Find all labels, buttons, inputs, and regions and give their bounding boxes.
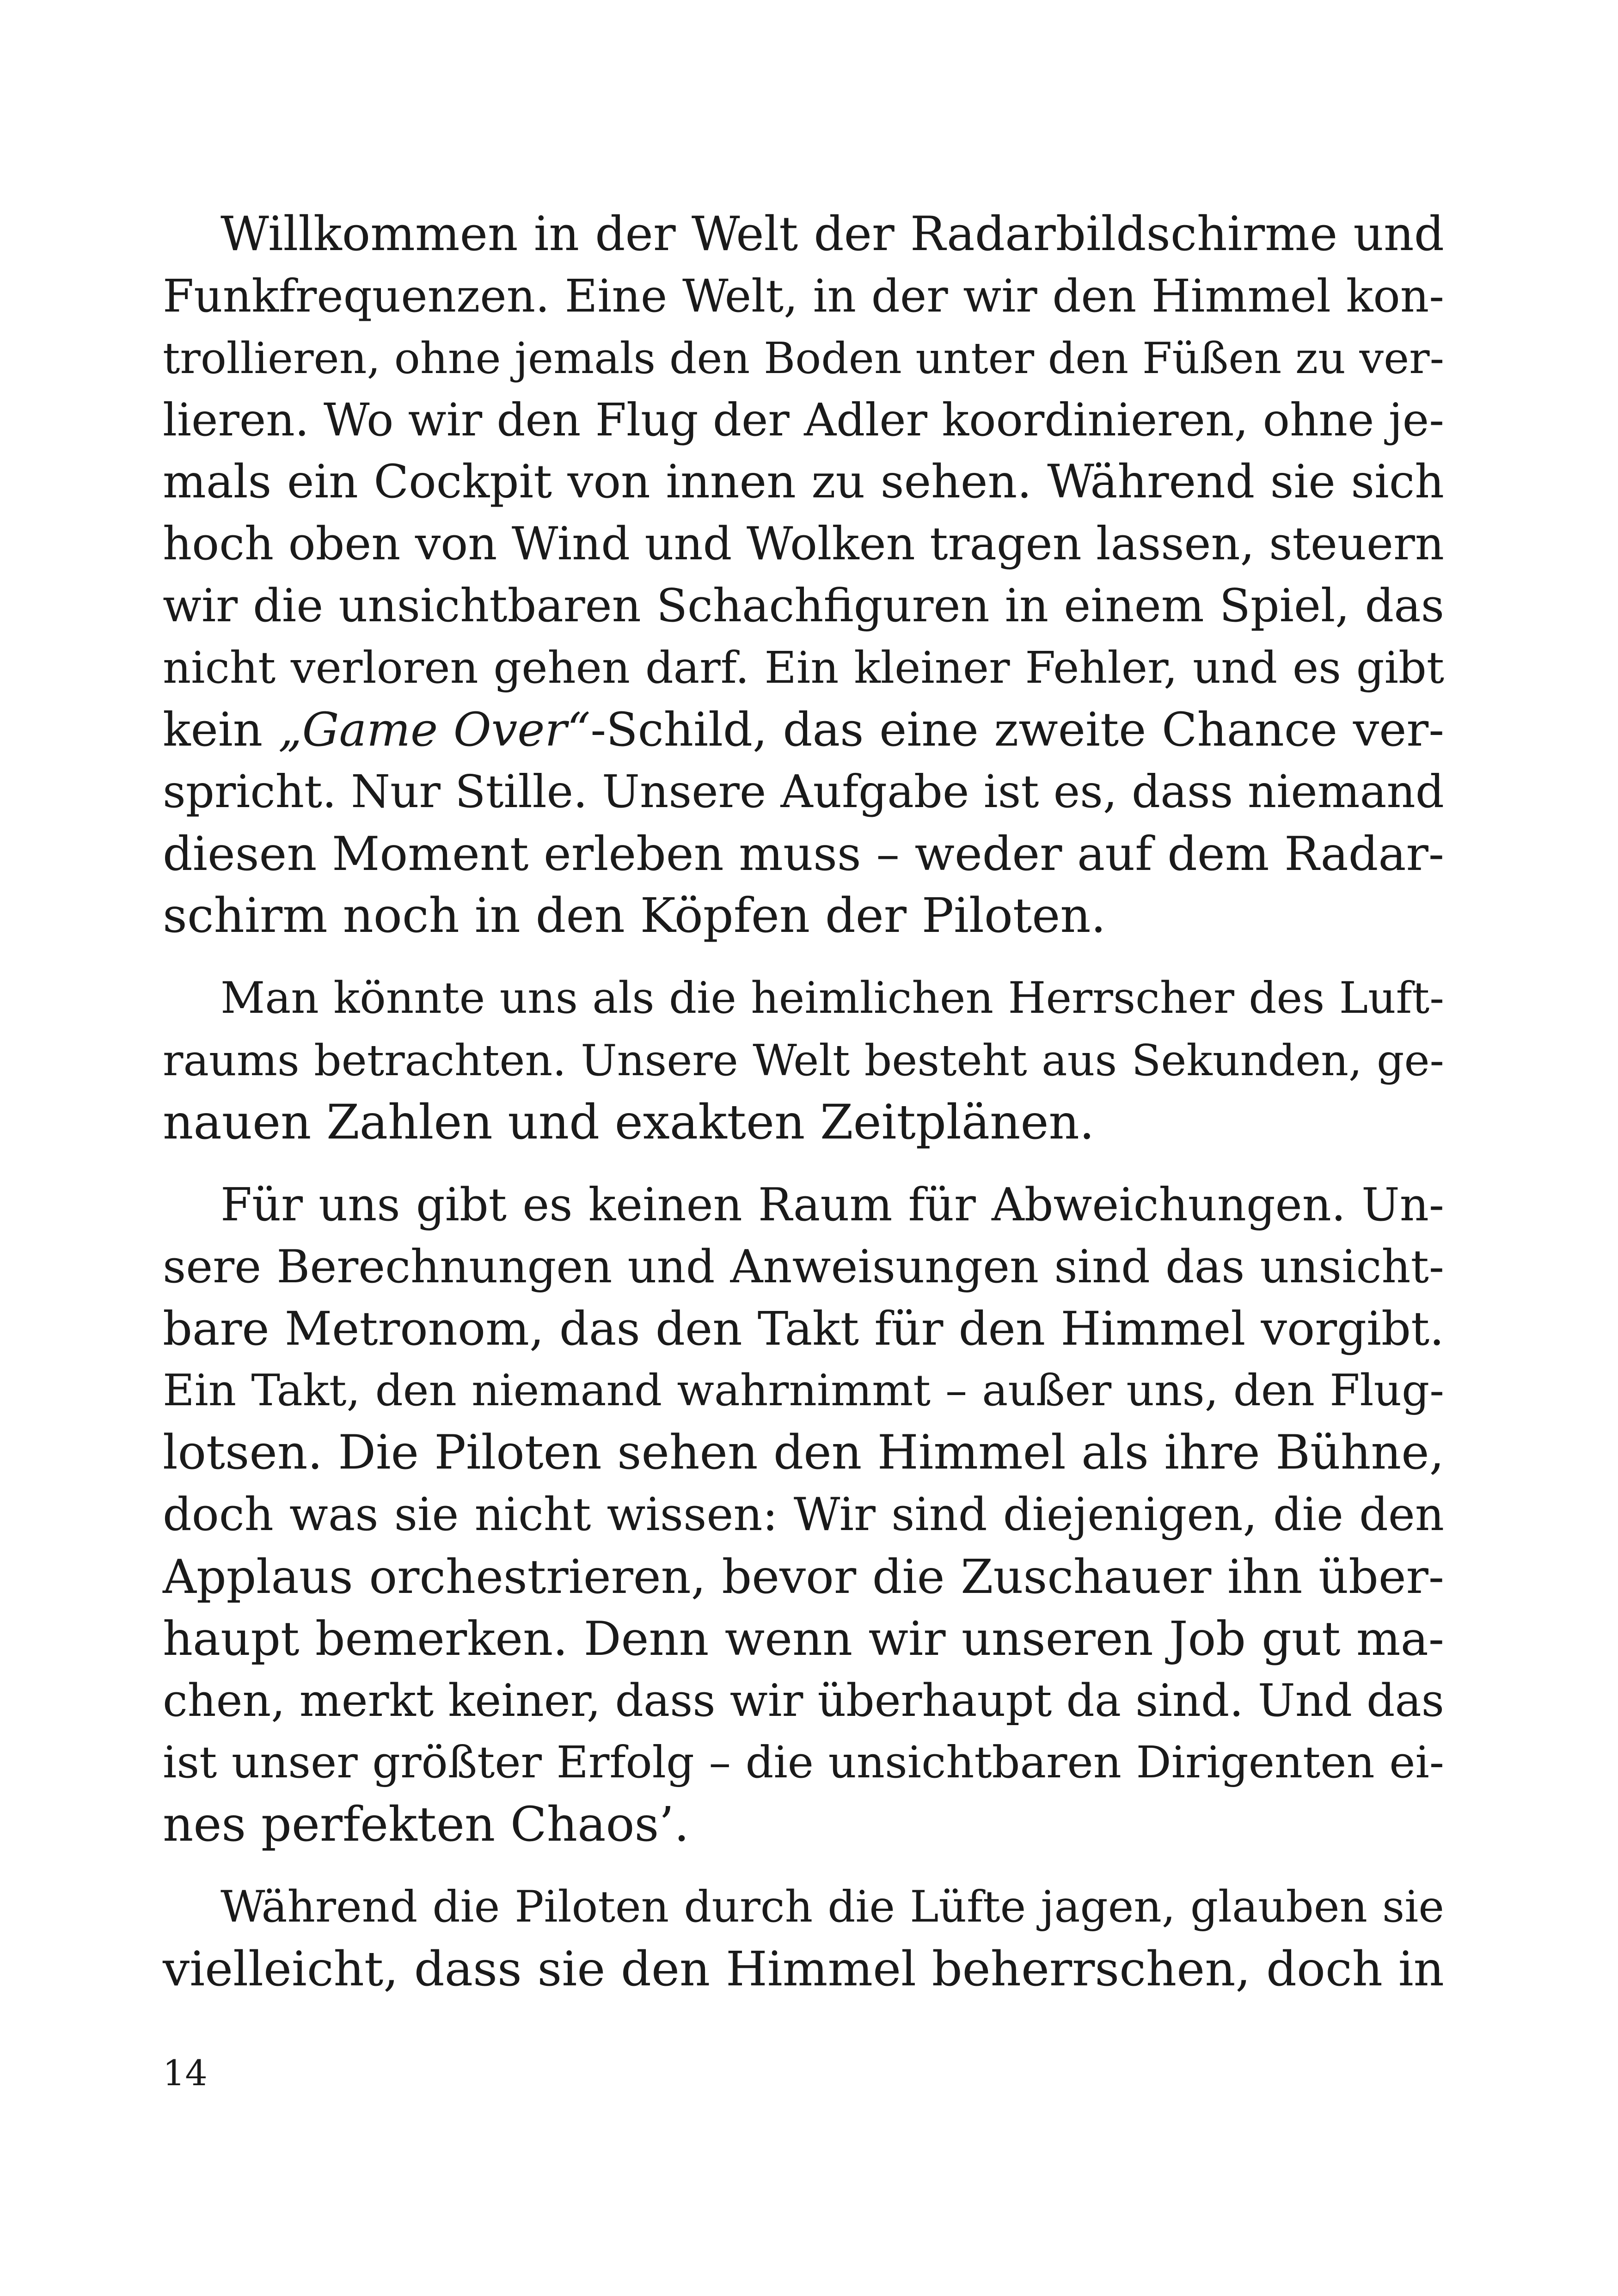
- paragraph-gap: [163, 947, 1444, 967]
- paragraph-1-line-10: spricht. Nur Stille. Unsere Aufgabe ist es, dass niemand: [163, 765, 1444, 818]
- paragraph-2-line-2: raums betrachten. Unsere Welt besteht aus Sekunden, ge-: [163, 1035, 1444, 1085]
- line-9-before: kein: [163, 703, 278, 757]
- paragraph-1-line-4: lieren. Wo wir den Flug der Adler koordinieren, ohne je-: [163, 394, 1444, 446]
- paragraph-3-line-11: nes perfekten Chaos’.: [163, 1797, 689, 1852]
- page-number: 14: [163, 2052, 208, 2094]
- paragraph-2-line-3: nauen Zahlen und exakten Zeitplänen.: [163, 1095, 1095, 1150]
- paragraph-4-line-1: Während die Piloten durch die Lüfte jagen, glauben sie: [221, 1882, 1444, 1932]
- paragraph-3-line-6: doch was sie nicht wissen: Wir sind diejenigen, die den: [163, 1488, 1444, 1541]
- paragraph-1-line-9: [163, 699, 1444, 761]
- paragraph-3-line-4: Ein Takt, den niemand wahrnimmt – außer uns, den Flug-: [163, 1365, 1444, 1416]
- paragraph-1-line-1: Willkommen in der Welt der Radarbildschirme und: [221, 207, 1444, 262]
- paragraph-1-line-2: Funkfrequenzen. Eine Welt, in der wir den Himmel kon-: [163, 270, 1444, 322]
- body-text: [163, 203, 1444, 2000]
- paragraph-3-line-1: Für uns gibt es keinen Raum für Abweichungen. Un-: [221, 1179, 1444, 1231]
- paragraph-3-line-10: ist unser größter Erfolg – die unsichtbaren Dirigenten ei-: [163, 1737, 1444, 1788]
- paragraph-1-line-8: nicht verloren gehen darf. Ein kleiner Fehler, und es gibt: [163, 643, 1444, 693]
- paragraph-2-line-1: Man könnte uns als die heimlichen Herrscher des Luft-: [221, 973, 1444, 1023]
- paragraph-1-line-6: hoch oben von Wind und Wolken tragen lassen, steuern: [163, 518, 1444, 570]
- paragraph-gap: [163, 1855, 1444, 1876]
- paragraph-3-line-7: Applaus orchestrieren, bevor die Zuschauer ihn über-: [163, 1549, 1444, 1604]
- paragraph-1-line-5: mals ein Cockpit von innen zu sehen. Während sie sich: [163, 455, 1444, 508]
- line-9-after: -Schild, das eine zweite Chance ver-: [590, 703, 1444, 757]
- paragraph-gap: [163, 1153, 1444, 1174]
- paragraph-3-line-5: lotsen. Die Piloten sehen den Himmel als ihre Bühne,: [163, 1425, 1444, 1480]
- paragraph-1-line-12: schirm noch in den Köpfen der Piloten.: [163, 888, 1106, 943]
- paragraph-1-line-7: wir die unsichtbaren Schachfiguren in einem Spiel, das: [163, 580, 1444, 632]
- paragraph-3-line-9: chen, merkt keiner, dass wir überhaupt da sind. Und das: [163, 1675, 1444, 1727]
- paragraph-4-line-2: vielleicht, dass sie den Himmel beherrschen, doch in: [163, 1941, 1444, 1997]
- paragraph-1-line-11: diesen Moment erleben muss – weder auf dem Radar-: [163, 827, 1444, 881]
- paragraph-3-line-8: haupt bemerken. Denn wenn wir unseren Job gut ma-: [163, 1611, 1444, 1666]
- game-over-italic: „Game Over“: [278, 703, 591, 757]
- paragraph-1-line-3: trollieren, ohne jemals den Boden unter den Füßen zu ver-: [163, 333, 1444, 383]
- paragraph-3-line-3: bare Metronom, das den Takt für den Himmel vorgibt.: [163, 1302, 1444, 1356]
- paragraph-3-line-2: sere Berechnungen und Anweisungen sind das unsicht-: [163, 1241, 1444, 1293]
